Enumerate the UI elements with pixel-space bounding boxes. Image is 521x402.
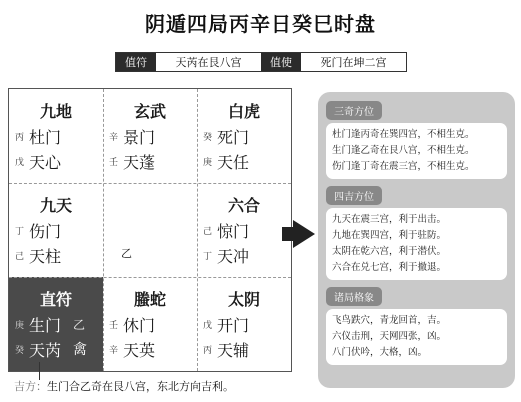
section-line: 八门伏吟，大格，凶。 [332,347,428,358]
zhishi-label: 值使 [261,53,301,71]
door-label: 开门 [217,315,250,335]
analysis-panel [318,92,515,388]
god-label: 九天 [39,196,72,215]
section-line: 杜门逢丙奇在巽四宫，不相生克。 [332,129,475,140]
heaven-stem: 丙 [15,132,25,143]
grid-divider [9,183,291,184]
star-label: 天心 [29,152,62,172]
palace-dui [197,183,291,277]
star-label: 天蓬 [123,152,156,172]
earth-stem: 庚 [203,157,213,168]
god-label: 六合 [227,196,260,215]
star-label: 天冲 [217,246,250,266]
section-sanqi [326,100,507,179]
chart-title: 阴遁四局丙辛日癸巳时盘 [145,12,376,36]
palace-gen [9,277,103,371]
door-label: 惊门 [217,221,250,241]
grid-divider [9,277,291,278]
section-line: 生门逢乙奇在艮八宫，不相生克。 [332,145,475,156]
section-title: 四吉方位 [326,186,382,205]
palace-li [103,89,197,183]
section-line: 伤门逢丁奇在震三宫，不相生克。 [332,161,475,172]
god-label: 白虎 [227,102,260,121]
grid-divider [197,89,198,371]
info-bar [115,52,407,72]
section-line: 六仪击刑，天网四张，凶。 [332,331,447,342]
center-stem: 乙 [121,247,132,260]
earth-stem: 壬 [109,157,119,168]
door-label: 生门 [29,315,62,335]
section-body [326,208,507,280]
palace-zhen [9,183,103,277]
section-title: 三奇方位 [326,101,382,120]
heaven-stem: 戊 [203,320,213,331]
footer-text: 生门合乙奇在艮八宫，东北方向吉利。 [47,380,234,393]
god-label: 玄武 [133,102,166,121]
palace-center [103,183,197,277]
section-body [326,309,507,365]
god-label: 直符 [39,290,72,309]
section-line: 飞鸟跌穴，青龙回首，吉。 [332,315,447,326]
star-label: 天芮 [29,340,62,360]
section-line: 六合在兑七宫，利于撤退。 [332,262,447,273]
section-line: 九天在震三宫，利于出击。 [332,214,447,225]
palace-kun [197,89,291,183]
section-line: 九地在巽四宫，利于驻防。 [332,230,447,241]
heaven-stem: 癸 [203,132,213,143]
star-label: 天辅 [217,340,250,360]
earth-stem: 辛 [109,345,119,356]
section-siji [326,185,507,280]
earth-stem: 戊 [15,157,25,168]
section-geju [326,286,507,365]
door-label: 死门 [217,127,250,147]
door-label: 杜门 [29,127,62,147]
qin-label: 禽 [73,342,88,358]
footer-label: 吉方： [14,380,47,393]
heaven-stem: 庚 [15,320,25,331]
auspicious-direction [14,378,234,394]
heaven-stem: 丁 [15,226,25,237]
earth-stem: 己 [15,251,25,262]
god-label: 九地 [39,102,72,121]
door-label: 景门 [123,127,156,147]
heaven-stem: 壬 [109,320,119,331]
palace-grid [8,88,292,372]
palace-kan [103,277,197,371]
zhifu-value: 天芮在艮八宫 [156,53,261,71]
earth-stem: 癸 [15,345,25,356]
heaven-stem: 辛 [109,132,119,143]
section-title: 诸局格象 [326,287,382,306]
door-label: 休门 [123,315,156,335]
star-label: 天任 [217,152,250,172]
earth-stem: 丁 [203,251,213,262]
god-label: 螣蛇 [133,290,166,309]
door-label: 伤门 [29,221,62,241]
section-line: 太阴在乾六宫，利于潜伏。 [332,246,447,257]
star-label: 天英 [123,340,156,360]
zhishi-value: 死门在坤二宫 [301,53,406,71]
qi-stem: 乙 [73,317,86,332]
section-body [326,123,507,179]
heaven-stem: 己 [203,226,213,237]
earth-stem: 丙 [203,345,213,356]
zhifu-label: 值符 [116,53,156,71]
grid-divider [103,89,104,371]
right-arrow-icon [293,220,315,248]
god-label: 太阴 [227,290,260,309]
star-label: 天柱 [29,246,62,266]
palace-qian [197,277,291,371]
palace-xun [9,89,103,183]
